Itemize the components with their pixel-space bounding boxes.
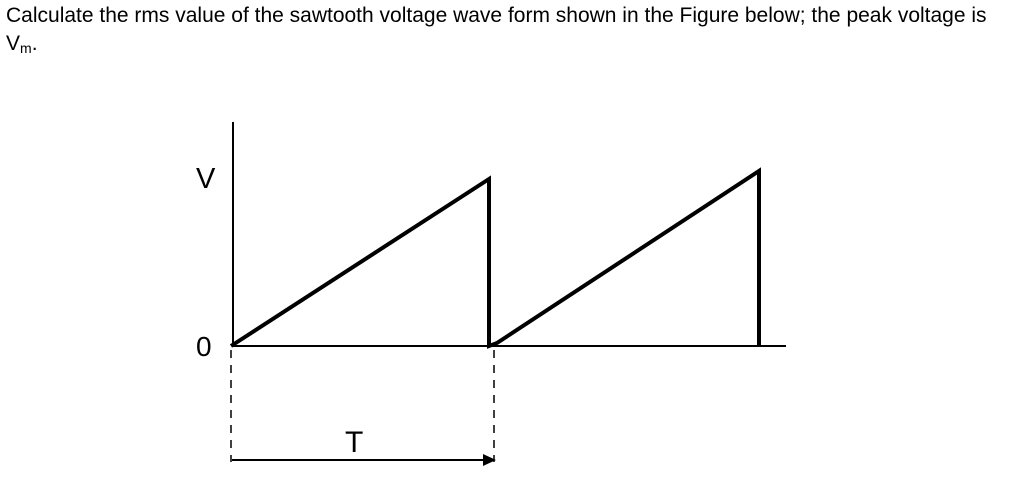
question-subscript: m xyxy=(20,40,32,56)
question-period: . xyxy=(31,32,38,55)
question-body: Calculate the rms value of the sawtooth voltage wave form shown in the Figure below; the peak voltage is V xyxy=(6,4,987,55)
sawtooth-wave xyxy=(231,171,759,346)
origin-label: 0 xyxy=(196,331,212,362)
y-axis-label: V xyxy=(196,163,216,195)
period-label: T xyxy=(345,426,364,459)
